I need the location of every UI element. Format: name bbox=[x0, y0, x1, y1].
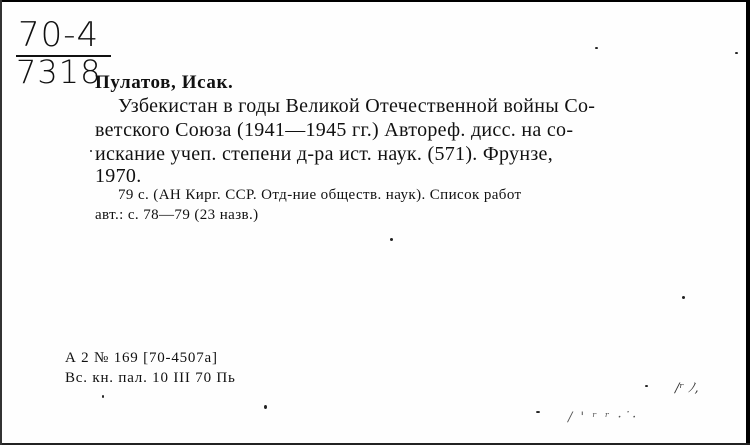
speck-mark bbox=[735, 52, 738, 54]
author-heading: Пулатов, Исак. bbox=[95, 72, 234, 93]
speck-mark bbox=[595, 47, 598, 49]
speck-mark bbox=[390, 238, 393, 241]
card-border-top bbox=[0, 0, 750, 2]
call-number-line-2: 7318 bbox=[16, 53, 102, 91]
description-line-2: авт.: с. 78—79 (23 назв.) bbox=[95, 207, 259, 223]
speck-mark bbox=[264, 405, 267, 409]
speck-mark bbox=[102, 395, 104, 398]
description-line-1: 79 с. (АН Кирг. ССР. Отд-ние обществ. наук). Список работ bbox=[118, 187, 522, 203]
title-line-3: искание учеп. степени д-ра ист. наук. (571). Фрунзе, bbox=[95, 143, 554, 165]
handwritten-mark: /ʳ ﾉ, bbox=[675, 381, 699, 396]
handwritten-mark: / ' ʳ ʳ ·˙· bbox=[568, 410, 639, 425]
speck-mark bbox=[536, 411, 540, 413]
speck-mark bbox=[682, 296, 685, 299]
call-number-line-1: 70-4 bbox=[18, 15, 100, 55]
speck-mark bbox=[90, 150, 92, 152]
footer-line-2: Вс. кн. пал. 10 III 70 Пь bbox=[65, 370, 236, 386]
footer-line-1: А 2 № 169 [70-4507а] bbox=[65, 350, 218, 366]
card-border-left bbox=[0, 0, 2, 445]
title-line-4: 1970. bbox=[95, 165, 142, 187]
title-line-1: Узбекистан в годы Великой Отечественной войны Со- bbox=[118, 95, 596, 117]
speck-mark bbox=[645, 385, 648, 387]
card-border-right bbox=[746, 0, 750, 445]
title-line-2: ветского Союза (1941—1945 гг.) Автореф. дисс. на со- bbox=[95, 119, 574, 141]
